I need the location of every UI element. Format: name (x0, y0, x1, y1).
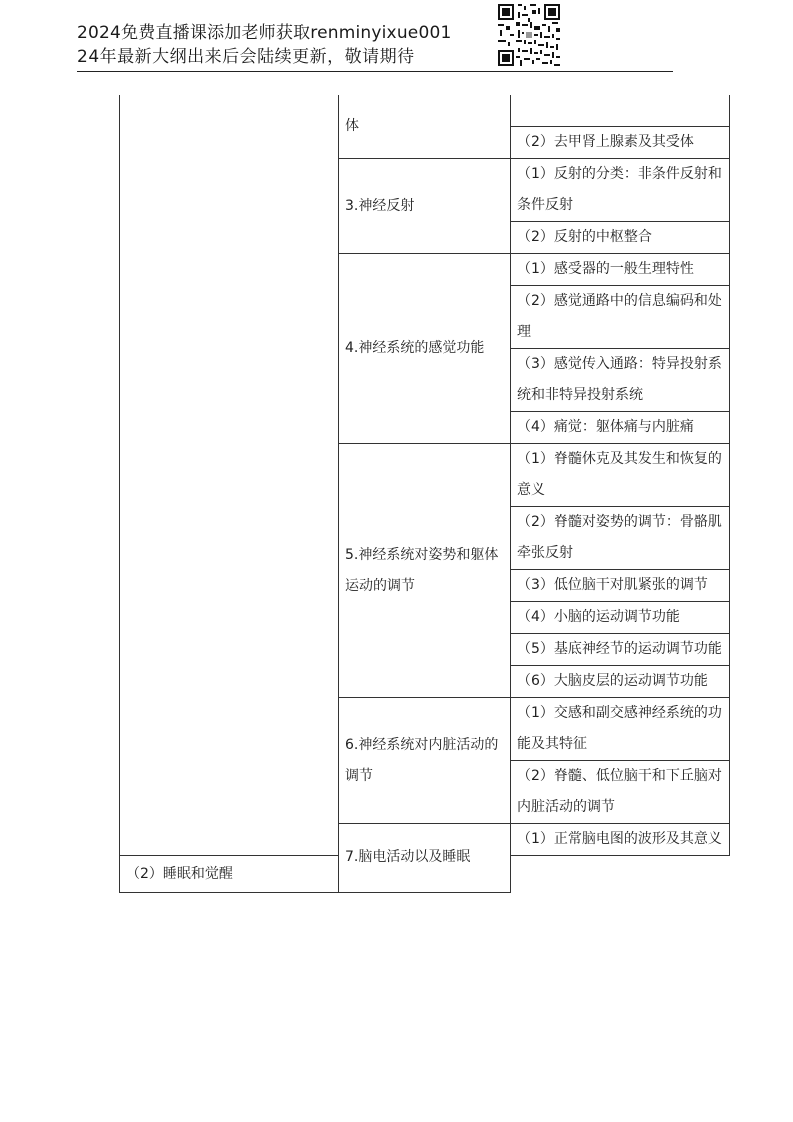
topic-cell: 4.神经系统的感觉功能 (339, 254, 511, 444)
page-header (77, 22, 497, 68)
syllabus-table (119, 95, 730, 893)
item-cell: （1）感受器的一般生理特性 (511, 254, 730, 286)
item-cell: （3）低位脑干对肌紧张的调节 (511, 570, 730, 602)
item-cell: （6）大脑皮层的运动调节功能 (511, 666, 730, 698)
item-cell (511, 95, 730, 127)
qr-code (496, 2, 562, 68)
subject-cell (120, 95, 339, 856)
table-row (120, 95, 730, 127)
item-cell: （2）脊髓对姿势的调节：骨骼肌牵张反射 (511, 507, 730, 570)
item-cell: （2）去甲肾上腺素及其受体 (511, 127, 730, 159)
item-cell: （2）脊髓、低位脑干和下丘脑对内脏活动的调节 (511, 761, 730, 824)
item-cell: （1）交感和副交感神经系统的功能及其特征 (511, 698, 730, 761)
item-cell: （2）反射的中枢整合 (511, 222, 730, 254)
item-cell: （4）痛觉：躯体痛与内脏痛 (511, 412, 730, 444)
header-promo-line: 2024免费直播课添加老师获取renminyixue001 (77, 23, 452, 43)
item-cell: （5）基底神经节的运动调节功能 (511, 634, 730, 666)
item-cell: （1）正常脑电图的波形及其意义 (511, 824, 730, 856)
header-rule (77, 71, 673, 72)
item-cell: （2）感觉通路中的信息编码和处理 (511, 286, 730, 349)
item-cell: （1）脊髓休克及其发生和恢复的意义 (511, 444, 730, 507)
item-cell: （2）睡眠和觉醒 (120, 856, 339, 893)
item-cell: （3）感觉传入通路：特异投射系统和非特异投射系统 (511, 349, 730, 412)
topic-cell: 3.神经反射 (339, 159, 511, 254)
item-cell: （4）小脑的运动调节功能 (511, 602, 730, 634)
topic-cell: 体 (339, 95, 511, 159)
header-notice-line: 24年最新大纲出来后会陆续更新，敬请期待 (77, 47, 415, 67)
item-cell: （1）反射的分类：非条件反射和条件反射 (511, 159, 730, 222)
topic-cell: 7.脑电活动以及睡眠 (339, 824, 511, 893)
topic-cell: 6.神经系统对内脏活动的调节 (339, 698, 511, 824)
topic-cell: 5.神经系统对姿势和躯体运动的调节 (339, 444, 511, 698)
